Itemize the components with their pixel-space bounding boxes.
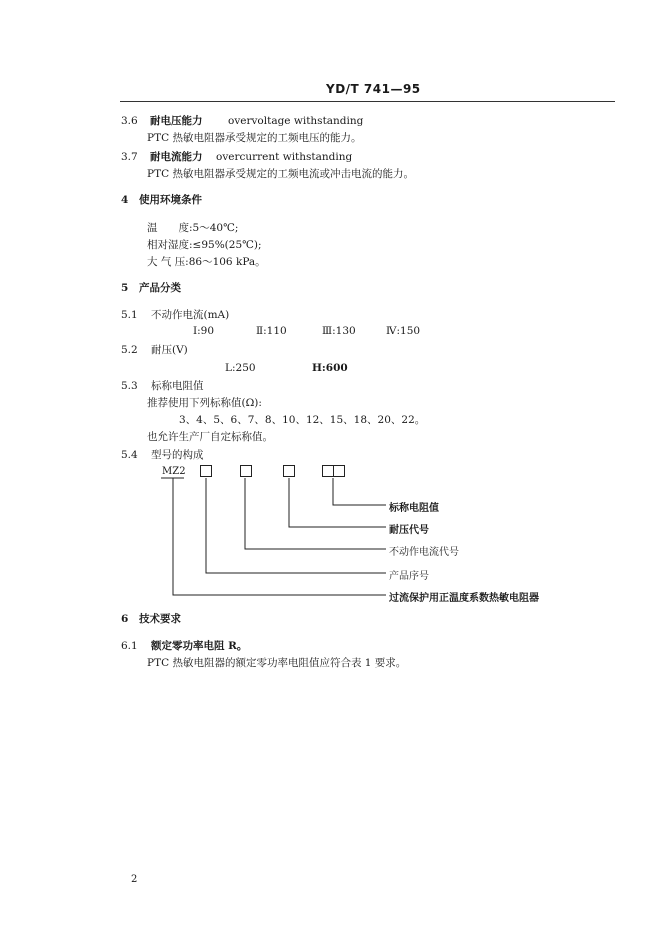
section-5-4-number: 5.4	[121, 449, 138, 461]
section-3-6-title-en: overvoltage withstanding	[228, 115, 364, 127]
env-temperature: 温 度:5～40℃;	[147, 222, 239, 234]
label-trip-current-code: 不动作电流代号	[389, 547, 459, 558]
section-5-2-title: 耐压(V)	[151, 344, 188, 356]
section-5-3-line1: 推荐使用下列标称值(Ω):	[147, 397, 262, 409]
section-4-title: 使用环境条件	[139, 194, 202, 206]
section-3-6-title: 耐电压能力	[150, 115, 203, 127]
section-3-7-title: 耐电流能力	[150, 151, 203, 163]
voltage-l: L:250	[225, 362, 256, 374]
leader-serial	[206, 478, 386, 573]
section-5-1-title: 不动作电流(mA)	[151, 309, 230, 321]
section-3-7-number: 3.7	[121, 151, 138, 163]
header-rule	[120, 101, 615, 102]
label-product-serial: 产品序号	[389, 571, 429, 582]
resistance-box-2	[333, 465, 345, 477]
document-code: YD/T 741—95	[326, 82, 421, 96]
trip-current-ii: Ⅱ:110	[256, 325, 287, 337]
trip-current-iv: Ⅳ:150	[386, 325, 421, 337]
trip-current-iii: Ⅲ:130	[322, 325, 356, 337]
leader-type	[173, 478, 386, 595]
section-6-1-body: PTC 热敏电阻器的额定零功率电阻值应符合表 1 要求。	[147, 657, 407, 669]
env-humidity: 相对湿度:≤95%(25℃);	[147, 239, 262, 251]
model-prefix: MZ2	[162, 466, 186, 477]
section-5-title: 产品分类	[139, 282, 181, 294]
section-6-1-number: 6.1	[121, 640, 138, 652]
section-3-7-body: PTC 热敏电阻器承受规定的工频电流或冲击电流的能力。	[147, 168, 414, 180]
section-5-2-number: 5.2	[121, 344, 138, 356]
leader-voltage	[289, 478, 386, 527]
section-3-6-body: PTC 热敏电阻器承受规定的工频电压的能力。	[147, 132, 362, 144]
trip-current-i: Ⅰ:90	[193, 325, 215, 337]
current-box	[240, 465, 252, 477]
label-nominal-resistance: 标称电阻值	[389, 503, 439, 514]
section-5-3-number: 5.3	[121, 380, 138, 392]
label-product-type: 过流保护用正温度系数热敏电阻器	[389, 593, 539, 604]
serial-box	[200, 465, 212, 477]
env-pressure: 大 气 压:86～106 kPa。	[147, 256, 266, 268]
label-voltage-code: 耐压代号	[389, 525, 429, 536]
section-6-title: 技术要求	[139, 613, 181, 625]
section-6-number: 6	[121, 613, 129, 625]
voltage-h: H:600	[312, 362, 348, 374]
leader-resistance	[333, 478, 386, 505]
section-5-3-title: 标称电阻值	[151, 380, 204, 392]
page-number: 2	[131, 874, 138, 885]
section-5-number: 5	[121, 282, 129, 294]
section-5-1-number: 5.1	[121, 309, 138, 321]
section-5-3-values: 3、4、5、6、7、8、10、12、15、18、20、22。	[179, 414, 426, 426]
section-6-1-title: 额定零功率电阻 R。	[151, 640, 248, 652]
leader-current	[245, 478, 386, 549]
section-5-4-title: 型号的构成	[151, 449, 204, 461]
section-3-7-title-en: overcurrent withstanding	[216, 151, 353, 163]
section-3-6-number: 3.6	[121, 115, 138, 127]
section-4-number: 4	[121, 194, 129, 206]
section-5-3-line3: 也允许生产厂自定标称值。	[147, 431, 273, 443]
voltage-box	[283, 465, 295, 477]
